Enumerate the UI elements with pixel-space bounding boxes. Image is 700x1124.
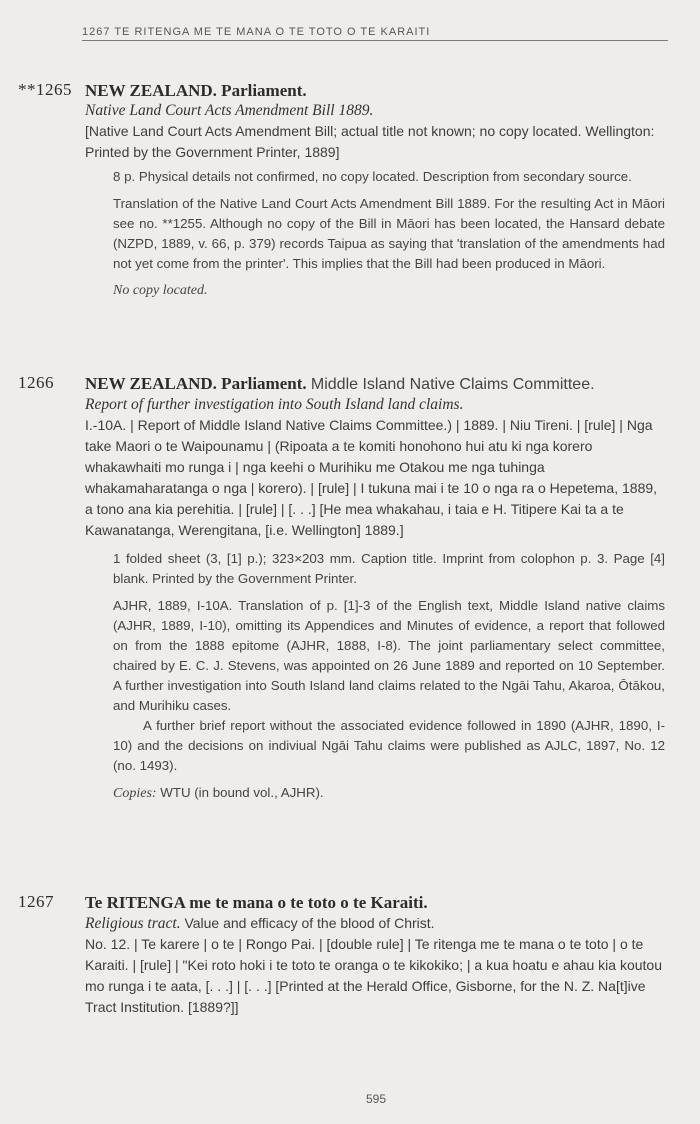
entry-transcription: No. 12. | Te karere | o te | Rongo Pai. | [double rule] | Te ritenga me te mana o te toto | o te Karaiti. | [rule] | "Kei roto hoki i te toto te oranga o te kikokiko; | a kua hoatu e ahau kia koutou mo runga i te aata, [. . .] | [. . .] [Printed at the Herald Office, Gisborne, for the N. Z. Na[t]ive Tract Institution. [1889?]] bbox=[85, 936, 662, 1015]
copies: No copy located. bbox=[113, 283, 208, 298]
page-number: 595 bbox=[365, 1092, 387, 1106]
entry-heading: NEW ZEALAND. Parliament. Middle Island Native Claims Committee. bbox=[85, 374, 595, 393]
entry-transcription: I.-10A. | Report of Middle Island Native Claims Committee.) | 1889. | Niu Tireni. | [rule] | Nga take Maori o te Waipounamu | (Ripoata a te komiti honohono hui atu ki nga korero whakawhaiti mo runga i | nga keehi o Murihiku me Otakou me nga tuhinga whakamaharatanga o nga | korero). | [rule] | I tukuna mai i te 10 o nga ra o Hepetema, 1889, a tono ana kia perehitia. | [rule] | [. . .] [He mea whakahau, i taia e H. Titipere Kai ta a te Kawanatanga, Werengitana, [i.e. Wellington] 1889.] bbox=[85, 417, 658, 538]
entry-heading: Te RITENGA me te mana o te toto o te Karaiti. bbox=[85, 893, 428, 912]
running-head: 1267 TE RITENGA ME TE MANA O TE TOTO O TE KARAITI bbox=[82, 26, 668, 41]
entry-body bbox=[85, 892, 665, 1018]
physical-description: 8 p. Physical details not confirmed, no copy located. Description from secondary source. bbox=[113, 169, 632, 184]
entry-number: **1265 bbox=[18, 80, 72, 99]
entry-notes bbox=[113, 549, 665, 804]
entry-title: Report of further investigation into South Island land claims. bbox=[85, 396, 464, 413]
note: Translation of the Native Land Court Acts Amendment Bill 1889. For the resulting Act in Māori see no. **1255. Although no copy of the Bill in Māori has been located, the Hansard debate (NZPD, 1889, v. 66, p. 379) records Taipua as saying that 'translation of the amendments had not yet come from the printer'. This implies that the Bill had been produced in Māori. bbox=[113, 196, 665, 271]
entry-number: 1267 bbox=[18, 892, 54, 911]
entry-transcription: [Native Land Court Acts Amendment Bill; actual title not known; no copy located. Wellington: Printed by the Government Printer, 1889] bbox=[85, 123, 655, 160]
entry-heading: NEW ZEALAND. Parliament. bbox=[85, 81, 307, 100]
entry-notes bbox=[113, 167, 665, 301]
entry-body bbox=[85, 80, 665, 301]
physical-description: 1 folded sheet (3, [1] p.); 323×203 mm. Caption title. Imprint from colophon p. 3. Page [4] blank. Printed by the Government Printer. bbox=[113, 551, 665, 586]
entry-title: Religious tract. Value and efficacy of the blood of Christ. bbox=[85, 915, 435, 932]
entry-title: Native Land Court Acts Amendment Bill 1889. bbox=[85, 102, 374, 119]
entry-number: 1266 bbox=[18, 373, 54, 392]
note: AJHR, 1889, I-10A. Translation of p. [1]-3 of the English text, Middle Island native claims (AJHR, 1889, I-10), omitting its Appendices and Minutes of evidence, a report that followed on from the 1888 epitome (AJHR, 1888, I-8). The joint parliamentary select committee, chaired by E. C. J. Stevens, was appointed on 26 June 1889 and reported on 10 September. A further investigation into South Island land claims related to the Ngāi Tahu, Akaroa, Ōtākou, and Murihiku cases. bbox=[113, 598, 665, 713]
copies: Copies: WTU (in bound vol., AJHR). bbox=[113, 785, 324, 801]
entry-body bbox=[85, 373, 665, 804]
note-continued: A further brief report without the associated evidence followed in 1890 (AJHR, 1890, I-10) and the decisions on indiviual Ngāi Tahu claims were published as AJLC, 1897, No. 12 (no. 1493). bbox=[113, 718, 665, 773]
